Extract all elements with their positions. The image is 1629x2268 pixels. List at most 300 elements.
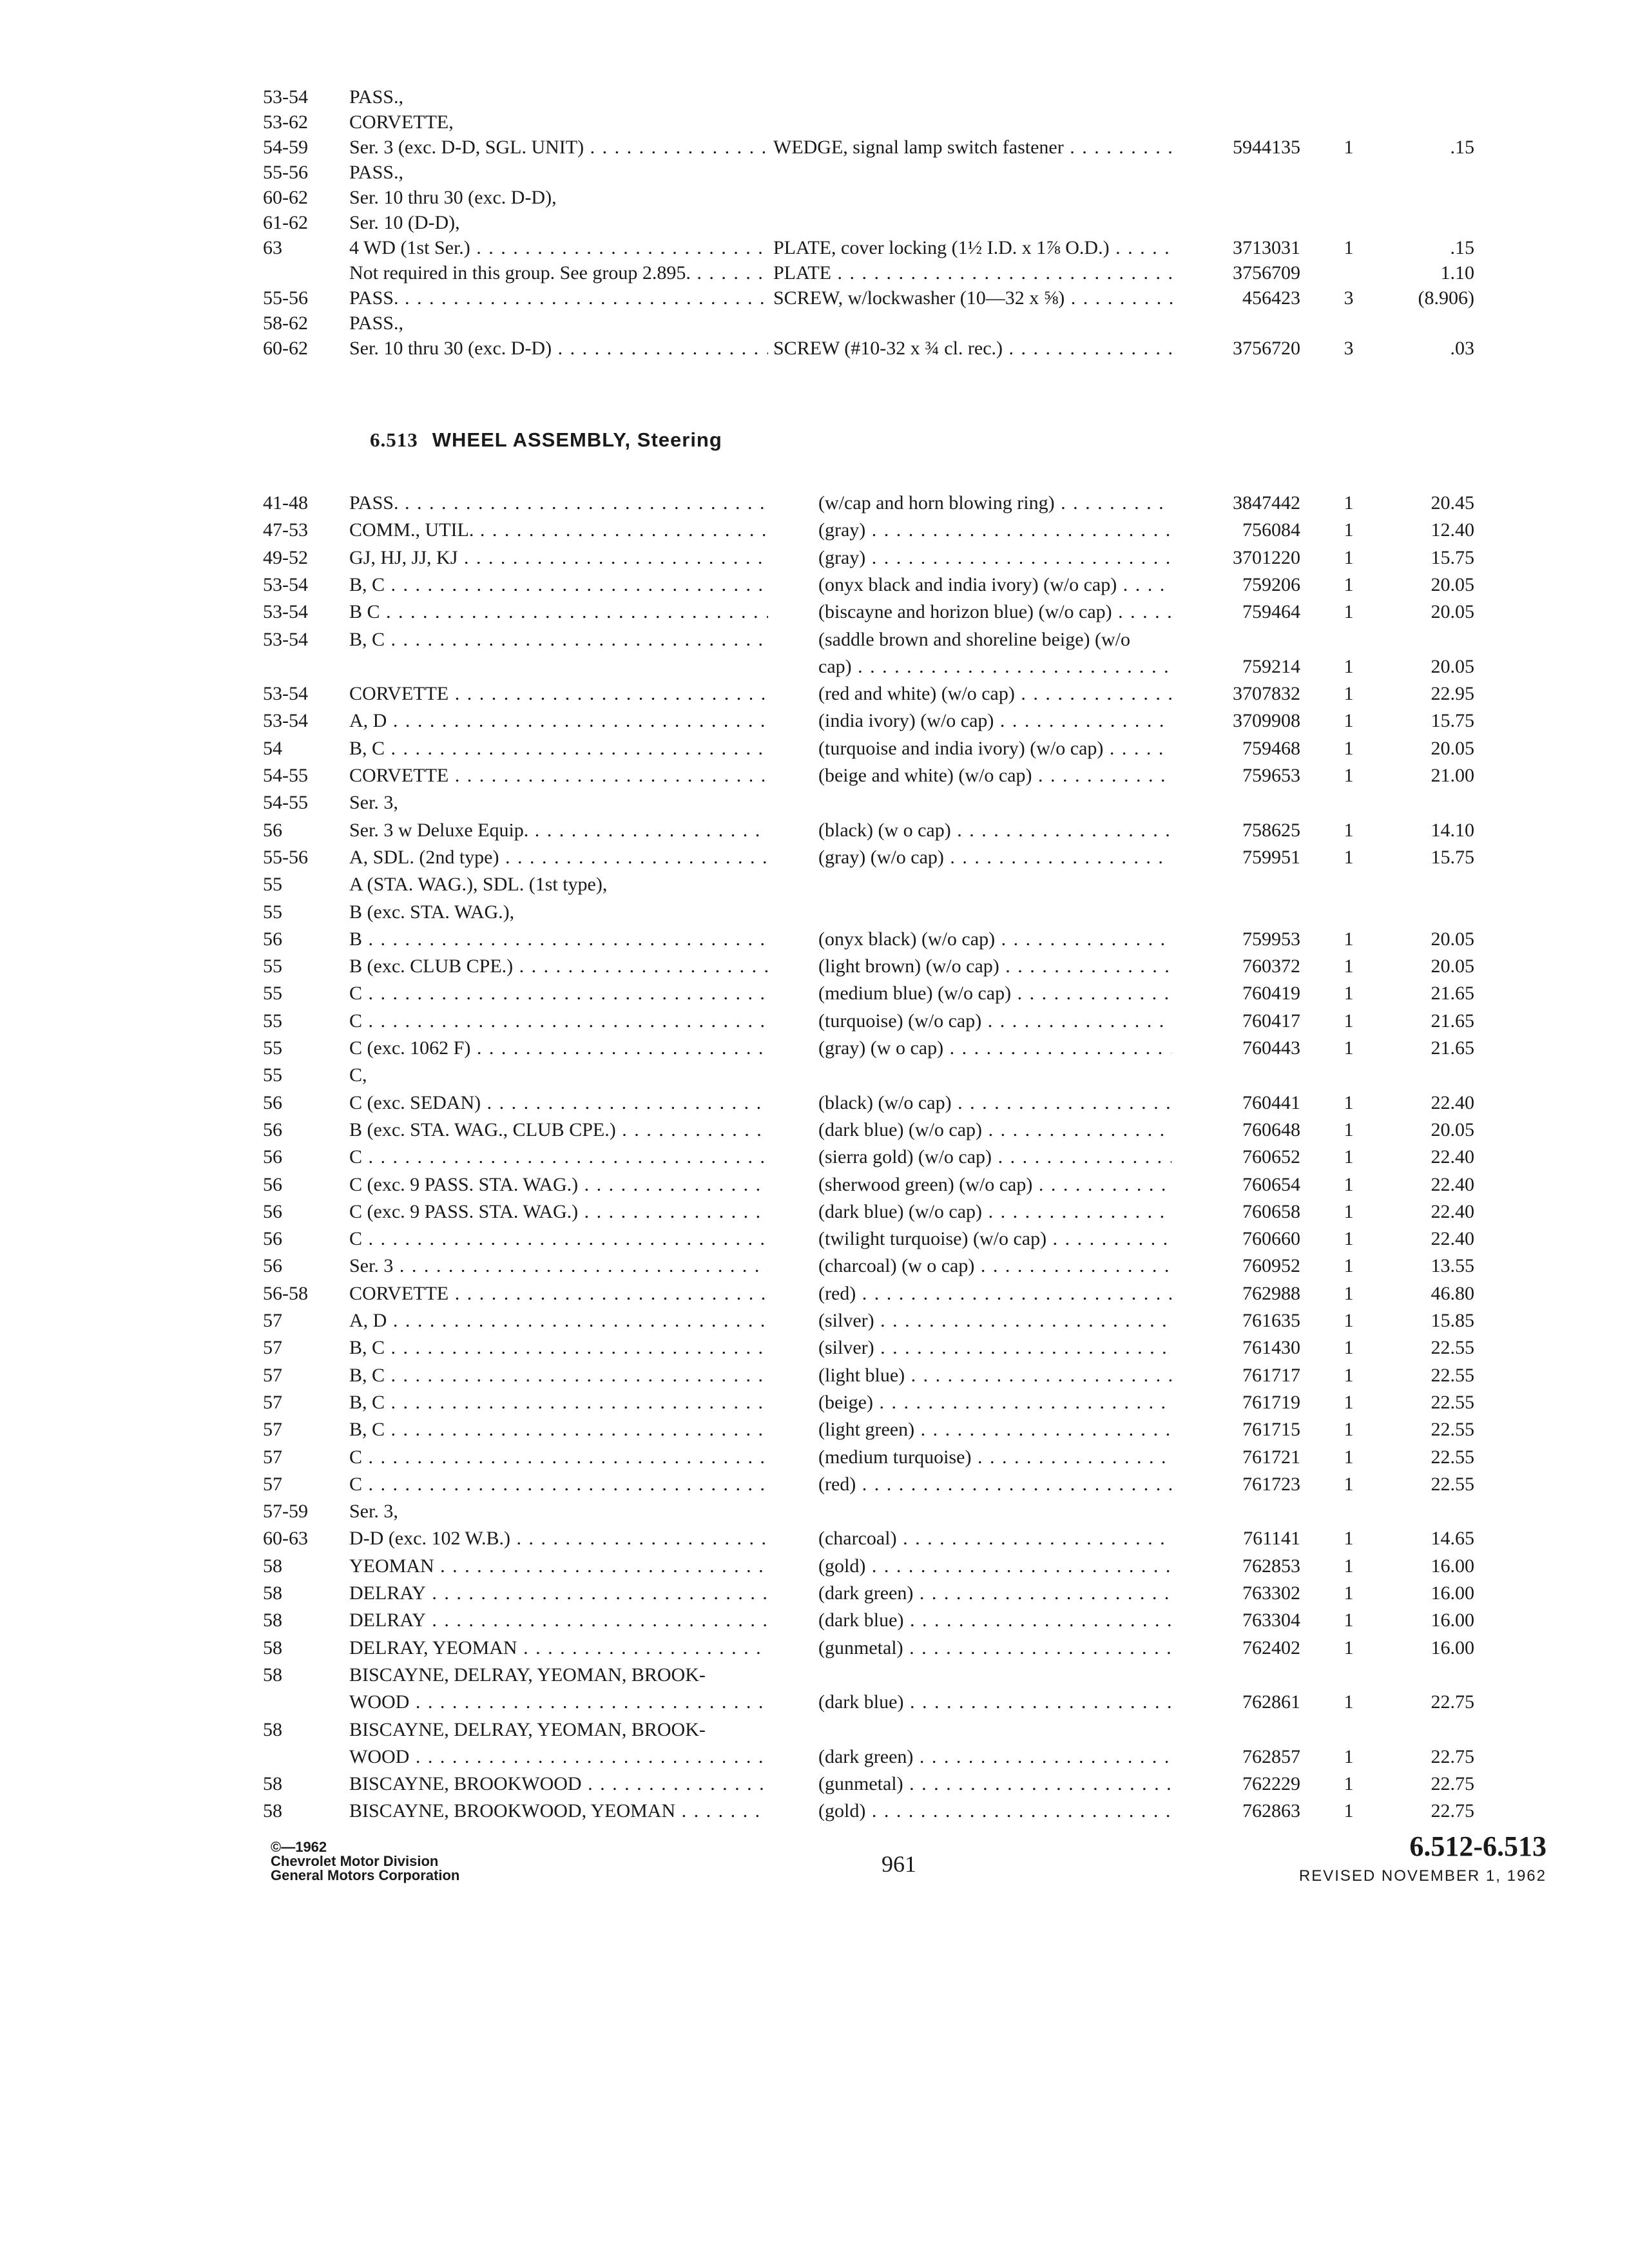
part-number: 761715 xyxy=(1242,1419,1300,1441)
model-description: B, C . . . xyxy=(349,1334,768,1361)
price: .15 xyxy=(1450,237,1474,258)
model-description: C . . . xyxy=(349,980,768,1007)
model-description: C . . . xyxy=(349,1225,768,1253)
table-row xyxy=(263,1771,1474,1798)
table-row xyxy=(263,1498,1474,1525)
part-number: 756084 xyxy=(1242,519,1300,541)
table-row xyxy=(263,680,1474,707)
model-description: C . . . xyxy=(349,1008,768,1035)
model-year: 57 xyxy=(263,1337,282,1359)
model-description: C, xyxy=(349,1064,367,1086)
part-description: (beige and white) (w/o cap) . . . xyxy=(818,762,1171,789)
part-number: 761721 xyxy=(1242,1446,1300,1468)
model-description: PASS., xyxy=(349,162,403,183)
quantity: 1 xyxy=(1344,1091,1354,1113)
table-row xyxy=(263,572,1474,599)
model-description: CORVETTE, xyxy=(349,111,454,133)
model-description: C . . . xyxy=(349,1144,768,1171)
model-description: B, C . . . xyxy=(349,1416,768,1443)
quantity: 1 xyxy=(1344,683,1354,705)
table-row xyxy=(263,544,1474,572)
part-description: (silver) . . . xyxy=(818,1334,1171,1361)
copyright-block xyxy=(271,1840,459,1883)
quantity: 1 xyxy=(1344,956,1354,977)
part-number: 759468 xyxy=(1242,737,1300,759)
quantity: 1 xyxy=(1344,655,1354,677)
model-year: 61-62 xyxy=(263,212,308,233)
part-description: PLATE . . . xyxy=(773,260,1173,287)
price: 20.05 xyxy=(1431,601,1474,623)
model-description: BISCAYNE, DELRAY, YEOMAN, BROOK- xyxy=(349,1718,706,1740)
model-description: B, C . . . xyxy=(349,1389,768,1416)
table-row xyxy=(263,134,1474,161)
quantity: 1 xyxy=(1344,237,1354,258)
quantity: 3 xyxy=(1344,287,1354,309)
model-year: 55 xyxy=(263,1037,282,1059)
part-number: 762853 xyxy=(1242,1555,1300,1577)
model-year: 57-59 xyxy=(263,1501,308,1523)
table-row xyxy=(263,1444,1474,1471)
model-description: C . . . xyxy=(349,1444,768,1471)
model-description: B, C . . . xyxy=(349,735,768,762)
part-description: (gray) . . . xyxy=(818,544,1171,572)
table-row xyxy=(263,1280,1474,1307)
model-year: 58 xyxy=(263,1718,282,1740)
part-description: (light green) . . . xyxy=(818,1416,1171,1443)
table-row xyxy=(263,1035,1474,1062)
model-description: Ser. 3, xyxy=(349,792,398,814)
model-year: 56 xyxy=(263,1091,282,1113)
part-description: (black) (w/o cap) . . . xyxy=(818,1090,1171,1117)
model-year: 57 xyxy=(263,1446,282,1468)
model-description: B, C . . . xyxy=(349,626,768,653)
part-description: WEDGE, signal lamp switch fastener . . . xyxy=(773,134,1173,161)
part-description: PLATE, cover locking (1½ I.D. x 1⅞ O.D.) . . . xyxy=(773,235,1173,262)
part-description: (gray) . . . xyxy=(818,517,1171,544)
part-number: 760952 xyxy=(1242,1255,1300,1277)
table-row xyxy=(263,1471,1474,1498)
price: 13.55 xyxy=(1431,1255,1474,1277)
table-row xyxy=(263,159,1474,186)
price: 22.75 xyxy=(1431,1800,1474,1822)
model-description: WOOD . . . xyxy=(349,1689,768,1716)
table-row xyxy=(263,1144,1474,1171)
model-description: PASS., xyxy=(349,312,403,334)
section-title: WHEEL ASSEMBLY, Steering xyxy=(432,428,722,451)
model-year: 58 xyxy=(263,1664,282,1686)
part-description: (gold) . . . xyxy=(818,1798,1171,1825)
part-number: 456423 xyxy=(1242,287,1300,309)
table-row xyxy=(263,109,1474,136)
price: 21.65 xyxy=(1431,1037,1474,1059)
model-year: 58 xyxy=(263,1637,282,1658)
table-row xyxy=(263,1607,1474,1634)
table-row xyxy=(263,1171,1474,1198)
quantity: 1 xyxy=(1344,1337,1354,1359)
quantity: 1 xyxy=(1344,1228,1354,1250)
quantity: 1 xyxy=(1344,1255,1354,1277)
quantity: 1 xyxy=(1344,1119,1354,1140)
model-description: DELRAY . . . xyxy=(349,1607,768,1634)
model-description: Not required in this group. See group 2.895. . . . xyxy=(349,260,768,287)
table-row xyxy=(263,235,1474,262)
table-row xyxy=(263,653,1474,680)
part-description: (biscayne and horizon blue) (w/o cap) . . . xyxy=(818,599,1171,626)
model-year: 55 xyxy=(263,901,282,923)
quantity: 1 xyxy=(1344,928,1354,950)
price: 20.05 xyxy=(1431,573,1474,595)
corporation-line: General Motors Corporation xyxy=(271,1867,460,1883)
table-row xyxy=(263,953,1474,980)
model-description: A (STA. WAG.), SDL. (1st type), xyxy=(349,874,608,896)
table-row xyxy=(263,84,1474,111)
model-description: B (exc. STA. WAG.), xyxy=(349,901,515,923)
quantity: 3 xyxy=(1344,338,1354,359)
table-row xyxy=(263,1635,1474,1662)
model-year: 63 xyxy=(263,237,282,258)
model-description: Ser. 10 thru 30 (exc. D-D), xyxy=(349,187,557,208)
table-row xyxy=(263,310,1474,337)
quantity: 1 xyxy=(1344,1555,1354,1577)
table-row xyxy=(263,980,1474,1007)
revised-date: REVISED NOVEMBER 1, 1962 xyxy=(1298,1867,1547,1885)
price: 22.55 xyxy=(1431,1364,1474,1386)
quantity: 1 xyxy=(1344,492,1354,514)
price: .15 xyxy=(1450,137,1474,158)
table-row xyxy=(263,209,1474,236)
model-description: CORVETTE . . . xyxy=(349,762,768,789)
part-description: (india ivory) (w/o cap) . . . xyxy=(818,707,1171,735)
table-row xyxy=(263,285,1474,312)
table-row xyxy=(263,1662,1474,1689)
part-number: 760441 xyxy=(1242,1091,1300,1113)
model-description: 4 WD (1st Ser.) . . . xyxy=(349,235,768,262)
quantity: 1 xyxy=(1344,1010,1354,1032)
part-description: (dark green) . . . xyxy=(818,1580,1171,1607)
model-year: 55 xyxy=(263,956,282,977)
model-description: GJ, HJ, JJ, KJ . . . xyxy=(349,544,768,572)
price: 22.75 xyxy=(1431,1773,1474,1795)
quantity: 1 xyxy=(1344,601,1354,623)
part-description: (w/cap and horn blowing ring) . . . xyxy=(818,490,1171,517)
price: 22.95 xyxy=(1431,683,1474,705)
model-year: 49-52 xyxy=(263,546,308,568)
table-row xyxy=(263,1117,1474,1144)
model-description: B . . . xyxy=(349,926,768,953)
model-description: C (exc. 9 PASS. STA. WAG.) . . . xyxy=(349,1171,768,1198)
model-year: 58 xyxy=(263,1582,282,1604)
model-year: 55 xyxy=(263,983,282,1004)
table-row xyxy=(263,1716,1474,1744)
model-year: 58-62 xyxy=(263,312,308,334)
model-year: 56-58 xyxy=(263,1282,308,1304)
part-number: 763304 xyxy=(1242,1610,1300,1631)
part-description: (beige) . . . xyxy=(818,1389,1171,1416)
model-description: PASS. . . . xyxy=(349,490,768,517)
part-description: (black) (w o cap) . . . xyxy=(818,817,1171,844)
model-year: 57 xyxy=(263,1391,282,1413)
part-number: 761430 xyxy=(1242,1337,1300,1359)
part-description: (dark blue) (w/o cap) . . . xyxy=(818,1117,1171,1144)
part-number: 762863 xyxy=(1242,1800,1300,1822)
price: 46.80 xyxy=(1431,1282,1474,1304)
quantity: 1 xyxy=(1344,819,1354,841)
table-row xyxy=(263,1198,1474,1225)
model-description: B, C . . . xyxy=(349,1362,768,1389)
part-number: 3713031 xyxy=(1233,237,1300,258)
part-number: 760658 xyxy=(1242,1200,1300,1222)
part-description: (gray) (w o cap) . . . xyxy=(818,1035,1171,1062)
model-year: 57 xyxy=(263,1419,282,1441)
part-number: 760660 xyxy=(1242,1228,1300,1250)
part-number: 762857 xyxy=(1242,1745,1300,1767)
table-row xyxy=(263,517,1474,544)
table-row xyxy=(263,1253,1474,1280)
part-number: 758625 xyxy=(1242,819,1300,841)
part-description: (sherwood green) (w/o cap) . . . xyxy=(818,1171,1171,1198)
part-number: 761723 xyxy=(1242,1473,1300,1495)
model-year: 47-53 xyxy=(263,519,308,541)
model-description: D-D (exc. 102 W.B.) . . . xyxy=(349,1525,768,1552)
table-row xyxy=(263,599,1474,626)
table-row xyxy=(263,1062,1474,1089)
model-year: 58 xyxy=(263,1610,282,1631)
table-row xyxy=(263,1008,1474,1035)
quantity: 1 xyxy=(1344,1310,1354,1331)
part-description: (medium blue) (w/o cap) . . . xyxy=(818,980,1171,1007)
model-description: Ser. 3, xyxy=(349,1501,398,1523)
part-number: 3709908 xyxy=(1233,710,1300,732)
model-description: B, C . . . xyxy=(349,572,768,599)
part-description: (gunmetal) . . . xyxy=(818,1771,1171,1798)
quantity: 1 xyxy=(1344,1637,1354,1658)
part-number: 3701220 xyxy=(1233,546,1300,568)
model-description: A, SDL. (2nd type) . . . xyxy=(349,844,768,871)
table-row xyxy=(263,490,1474,517)
price: 16.00 xyxy=(1431,1582,1474,1604)
price: 15.75 xyxy=(1431,546,1474,568)
price: 22.75 xyxy=(1431,1745,1474,1767)
model-description: COMM., UTIL. . . . xyxy=(349,517,768,544)
model-description: C (exc. SEDAN) . . . xyxy=(349,1090,768,1117)
price: 22.40 xyxy=(1431,1173,1474,1195)
model-description: B (exc. CLUB CPE.) . . . xyxy=(349,953,768,980)
quantity: 1 xyxy=(1344,137,1354,158)
part-description: (silver) . . . xyxy=(818,1307,1171,1334)
quantity: 1 xyxy=(1344,573,1354,595)
part-number: 3756709 xyxy=(1233,262,1300,284)
quantity: 1 xyxy=(1344,1773,1354,1795)
table-row xyxy=(263,1362,1474,1389)
part-number: 759206 xyxy=(1242,573,1300,595)
table-row xyxy=(263,1090,1474,1117)
part-number: 760648 xyxy=(1242,1119,1300,1140)
part-description: (gunmetal) . . . xyxy=(818,1635,1171,1662)
table-row xyxy=(263,1334,1474,1361)
part-number: 5944135 xyxy=(1233,137,1300,158)
table-row xyxy=(263,1416,1474,1443)
quantity: 1 xyxy=(1344,765,1354,786)
model-year: 57 xyxy=(263,1310,282,1331)
table-row xyxy=(263,260,1474,287)
part-number: 763302 xyxy=(1242,1582,1300,1604)
model-description: A, D . . . xyxy=(349,1307,768,1334)
table-row xyxy=(263,707,1474,735)
model-description: BISCAYNE, BROOKWOOD . . . xyxy=(349,1771,768,1798)
part-description: (medium turquoise) . . . xyxy=(818,1444,1171,1471)
model-year: 56 xyxy=(263,1255,282,1277)
part-number: 760652 xyxy=(1242,1146,1300,1168)
price: 22.40 xyxy=(1431,1200,1474,1222)
part-number: 761635 xyxy=(1242,1310,1300,1331)
part-number: 760419 xyxy=(1242,983,1300,1004)
section-heading xyxy=(370,428,722,452)
quantity: 1 xyxy=(1344,1391,1354,1413)
part-number: 760443 xyxy=(1242,1037,1300,1059)
price: 20.05 xyxy=(1431,737,1474,759)
part-number: 3756720 xyxy=(1233,338,1300,359)
model-year: 56 xyxy=(263,819,282,841)
model-year: 58 xyxy=(263,1555,282,1577)
model-description: PASS., xyxy=(349,86,403,108)
quantity: 1 xyxy=(1344,1200,1354,1222)
price: 21.65 xyxy=(1431,983,1474,1004)
model-year: 56 xyxy=(263,1119,282,1140)
part-description: SCREW, w/lockwasher (10—32 x ⅝) . . . xyxy=(773,285,1173,312)
model-year: 60-62 xyxy=(263,338,308,359)
table-row xyxy=(263,1744,1474,1771)
model-description: BISCAYNE, DELRAY, YEOMAN, BROOK- xyxy=(349,1664,706,1686)
quantity: 1 xyxy=(1344,1446,1354,1468)
page-number: 961 xyxy=(882,1851,916,1877)
quantity: 1 xyxy=(1344,1173,1354,1195)
table-row xyxy=(263,1798,1474,1825)
price: 12.40 xyxy=(1431,519,1474,541)
model-description: Ser. 3 . . . xyxy=(349,1253,768,1280)
table-row xyxy=(263,1580,1474,1607)
part-description: (light blue) . . . xyxy=(818,1362,1171,1389)
model-description: CORVETTE . . . xyxy=(349,680,768,707)
table-row xyxy=(263,1525,1474,1552)
price: 22.55 xyxy=(1431,1473,1474,1495)
part-number: 762861 xyxy=(1242,1691,1300,1713)
model-description: YEOMAN . . . xyxy=(349,1553,768,1580)
price: 15.75 xyxy=(1431,710,1474,732)
price: 20.05 xyxy=(1431,1119,1474,1140)
quantity: 1 xyxy=(1344,1800,1354,1822)
quantity: 1 xyxy=(1344,1146,1354,1168)
table-row xyxy=(263,789,1474,816)
table-row xyxy=(263,1307,1474,1334)
part-number: 759951 xyxy=(1242,846,1300,868)
price: 22.55 xyxy=(1431,1391,1474,1413)
model-year: 53-54 xyxy=(263,86,308,108)
quantity: 1 xyxy=(1344,1419,1354,1441)
table-row xyxy=(263,762,1474,789)
quantity: 1 xyxy=(1344,846,1354,868)
part-description: (twilight turquoise) (w/o cap) . . . xyxy=(818,1225,1171,1253)
part-description: (light brown) (w/o cap) . . . xyxy=(818,953,1171,980)
model-year: 58 xyxy=(263,1773,282,1795)
table-row xyxy=(263,1689,1474,1716)
quantity: 1 xyxy=(1344,983,1354,1004)
price: 22.40 xyxy=(1431,1091,1474,1113)
quantity: 1 xyxy=(1344,1691,1354,1713)
table-row xyxy=(263,1553,1474,1580)
model-year: 53-62 xyxy=(263,111,308,133)
model-year: 55-56 xyxy=(263,162,308,183)
price: 20.45 xyxy=(1431,492,1474,514)
price: 22.55 xyxy=(1431,1337,1474,1359)
quantity: 1 xyxy=(1344,519,1354,541)
model-year: 55 xyxy=(263,1064,282,1086)
table-row xyxy=(263,335,1474,362)
quantity: 1 xyxy=(1344,710,1354,732)
part-description: (dark blue) . . . xyxy=(818,1607,1171,1634)
model-year: 56 xyxy=(263,1173,282,1195)
part-number: 760372 xyxy=(1242,956,1300,977)
model-year: 53-54 xyxy=(263,573,308,595)
model-year: 57 xyxy=(263,1364,282,1386)
price: 16.00 xyxy=(1431,1555,1474,1577)
part-description: (red) . . . xyxy=(818,1471,1171,1498)
price: 22.75 xyxy=(1431,1691,1474,1713)
quantity: 1 xyxy=(1344,1037,1354,1059)
part-description: (onyx black and india ivory) (w/o cap) . . . xyxy=(818,572,1171,599)
model-year: 53-54 xyxy=(263,628,308,650)
table-row xyxy=(263,926,1474,953)
price: 22.40 xyxy=(1431,1228,1474,1250)
model-year: 57 xyxy=(263,1473,282,1495)
model-description: Ser. 3 (exc. D-D, SGL. UNIT) . . . xyxy=(349,134,768,161)
part-number: 759953 xyxy=(1242,928,1300,950)
model-description: Ser. 10 (D-D), xyxy=(349,212,460,233)
model-year: 56 xyxy=(263,1200,282,1222)
table-row xyxy=(263,817,1474,844)
price: 16.00 xyxy=(1431,1637,1474,1658)
table-row xyxy=(263,626,1474,653)
price: 1.10 xyxy=(1440,262,1474,284)
model-description: C (exc. 9 PASS. STA. WAG.) . . . xyxy=(349,1198,768,1225)
price: 14.10 xyxy=(1431,819,1474,841)
model-year: 60-62 xyxy=(263,187,308,208)
part-description: (red and white) (w/o cap) . . . xyxy=(818,680,1171,707)
model-year: 58 xyxy=(263,1800,282,1822)
quantity: 1 xyxy=(1344,1364,1354,1386)
model-year: 54-59 xyxy=(263,137,308,158)
model-year: 54-55 xyxy=(263,792,308,814)
table-row xyxy=(263,735,1474,762)
quantity: 1 xyxy=(1344,737,1354,759)
model-year: 54-55 xyxy=(263,765,308,786)
table-row xyxy=(263,871,1474,898)
model-year: 56 xyxy=(263,1228,282,1250)
model-description: DELRAY . . . xyxy=(349,1580,768,1607)
section-range: 6.512-6.513 xyxy=(1409,1831,1547,1862)
part-number: 761719 xyxy=(1242,1391,1300,1413)
part-description: (dark blue) (w/o cap) . . . xyxy=(818,1198,1171,1225)
model-year: 55 xyxy=(263,1010,282,1032)
model-description: Ser. 3 w Deluxe Equip. . . . xyxy=(349,817,768,844)
price: 20.05 xyxy=(1431,928,1474,950)
model-description: DELRAY, YEOMAN . . . xyxy=(349,1635,768,1662)
price: 21.65 xyxy=(1431,1010,1474,1032)
part-number: 759653 xyxy=(1242,765,1300,786)
price: 15.75 xyxy=(1431,846,1474,868)
part-description: SCREW (#10-32 x ¾ cl. rec.) . . . xyxy=(773,335,1173,362)
quantity: 1 xyxy=(1344,1582,1354,1604)
quantity: 1 xyxy=(1344,1528,1354,1550)
